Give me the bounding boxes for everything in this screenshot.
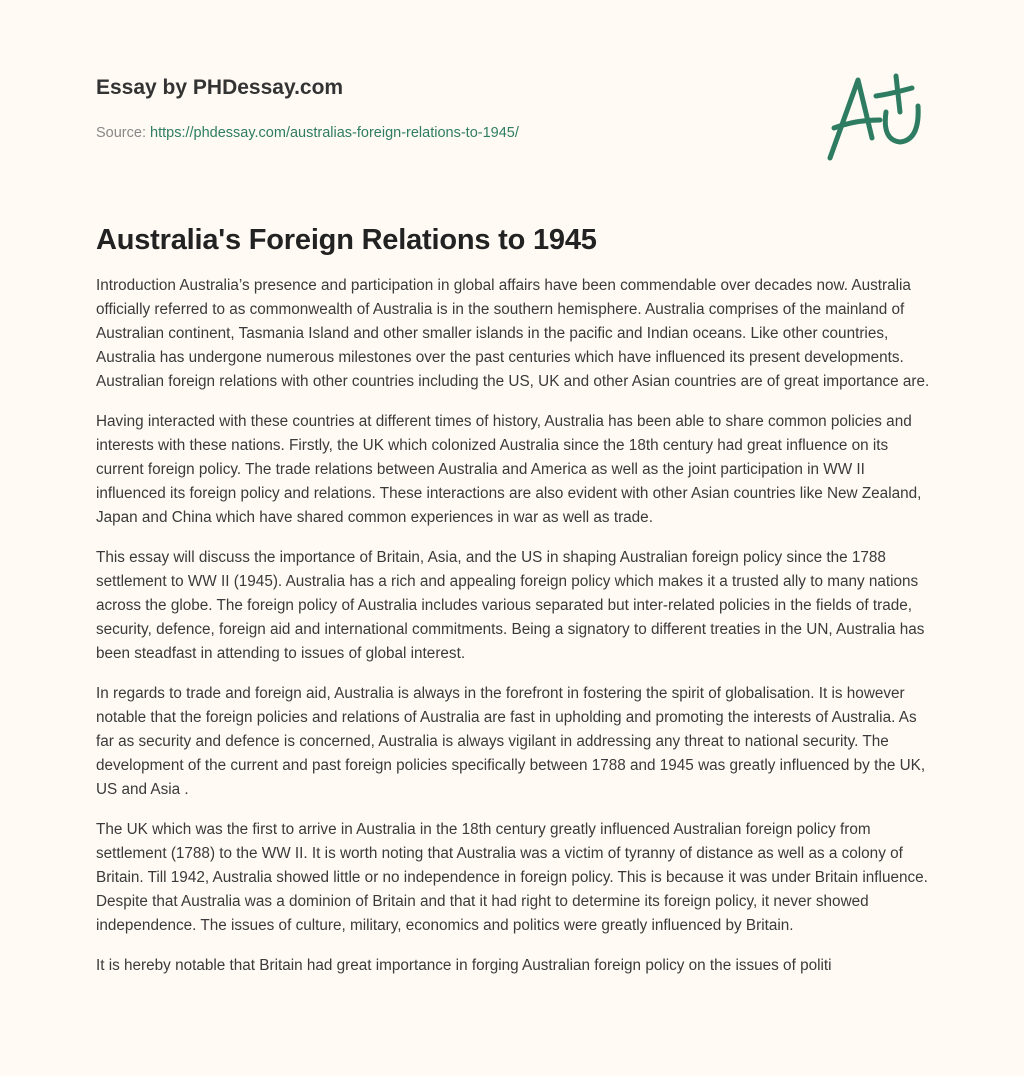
paragraph: Introduction Australia’s presence and participation in global affairs have been commendable over decades now. Australia officially referred to as commonwealth of Australia is in the southern hemisphere. Australia comprises of the mainland of Australian continent, Tasmania Island and other smaller islands in the pacific and Indian oceans. Like other countries, Australia has undergone numerous milestones over the past centuries which have influenced its present developments. Australian foreign relations with other countries including the US, UK and other Asian countries are of great importance are. bbox=[96, 277, 930, 390]
source-line bbox=[96, 125, 519, 141]
paragraph: The UK which was the first to arrive in Australia in the 18th century greatly influenced Australian foreign policy from settlement (1788) to the WW II. It is worth noting that Australia was a victim of tyranny of distance as well as a colony of Britain. Till 1942, Australia showed little or no independence in foreign policy. This is because it was under Britain influence. Despite that Australia was a dominion of Britain and that it had right to determine its foreign policy, it never showed independence. The issues of culture, military, economics and politics were greatly influenced by Britain. bbox=[96, 821, 928, 934]
a-plus-logo-icon bbox=[820, 68, 930, 168]
paragraph: In regards to trade and foreign aid, Australia is always in the forefront in fostering the spirit of globalisation. It is however notable that the foreign policies and relations of Australia are fast in upholding and promoting the interests of Australia. As far as security and defence is concerned, Australia is always vigilant in addressing any threat to national security. The development of the current and past foreign policies specifically between 1788 and 1945 was greatly influenced by the UK, US and Asia . bbox=[96, 685, 926, 798]
source-link[interactable]: https://phdessay.com/australias-foreign-relations-to-1945/ bbox=[150, 125, 519, 141]
essay-title: Australia's Foreign Relations to 1945 bbox=[96, 224, 597, 256]
paragraph: Having interacted with these countries at different times of history, Australia has been able to share common policies and interests with these nations. Firstly, the UK which colonized Australia since the 18th century had great influence on its current foreign policy. The trade relations between Australia and America as well as the joint participation in WW II influenced its foreign policy and relations. These interactions are also evident with other Asian countries like New Zealand, Japan and China which have shared common experiences in war as well as trade. bbox=[96, 413, 922, 526]
paragraph: This essay will discuss the importance of Britain, Asia, and the US in shaping Australian foreign policy since the 1788 settlement to WW II (1945). Australia has a rich and appealing foreign policy which makes it a trusted ally to many nations across the globe. The foreign policy of Australia includes various separated but inter-related policies in the fields of trade, security, defence, foreign aid and international commitments. Being a signatory to different treaties in the UN, Australia has been steadfast in attending to issues of global interest. bbox=[96, 549, 925, 662]
paragraph: It is hereby notable that Britain had great importance in forging Australian foreign policy on the issues of politi bbox=[96, 957, 832, 974]
essay-body-text bbox=[96, 274, 930, 994]
source-label: Source: bbox=[96, 125, 146, 141]
site-title: Essay by PHDessay.com bbox=[96, 76, 344, 99]
